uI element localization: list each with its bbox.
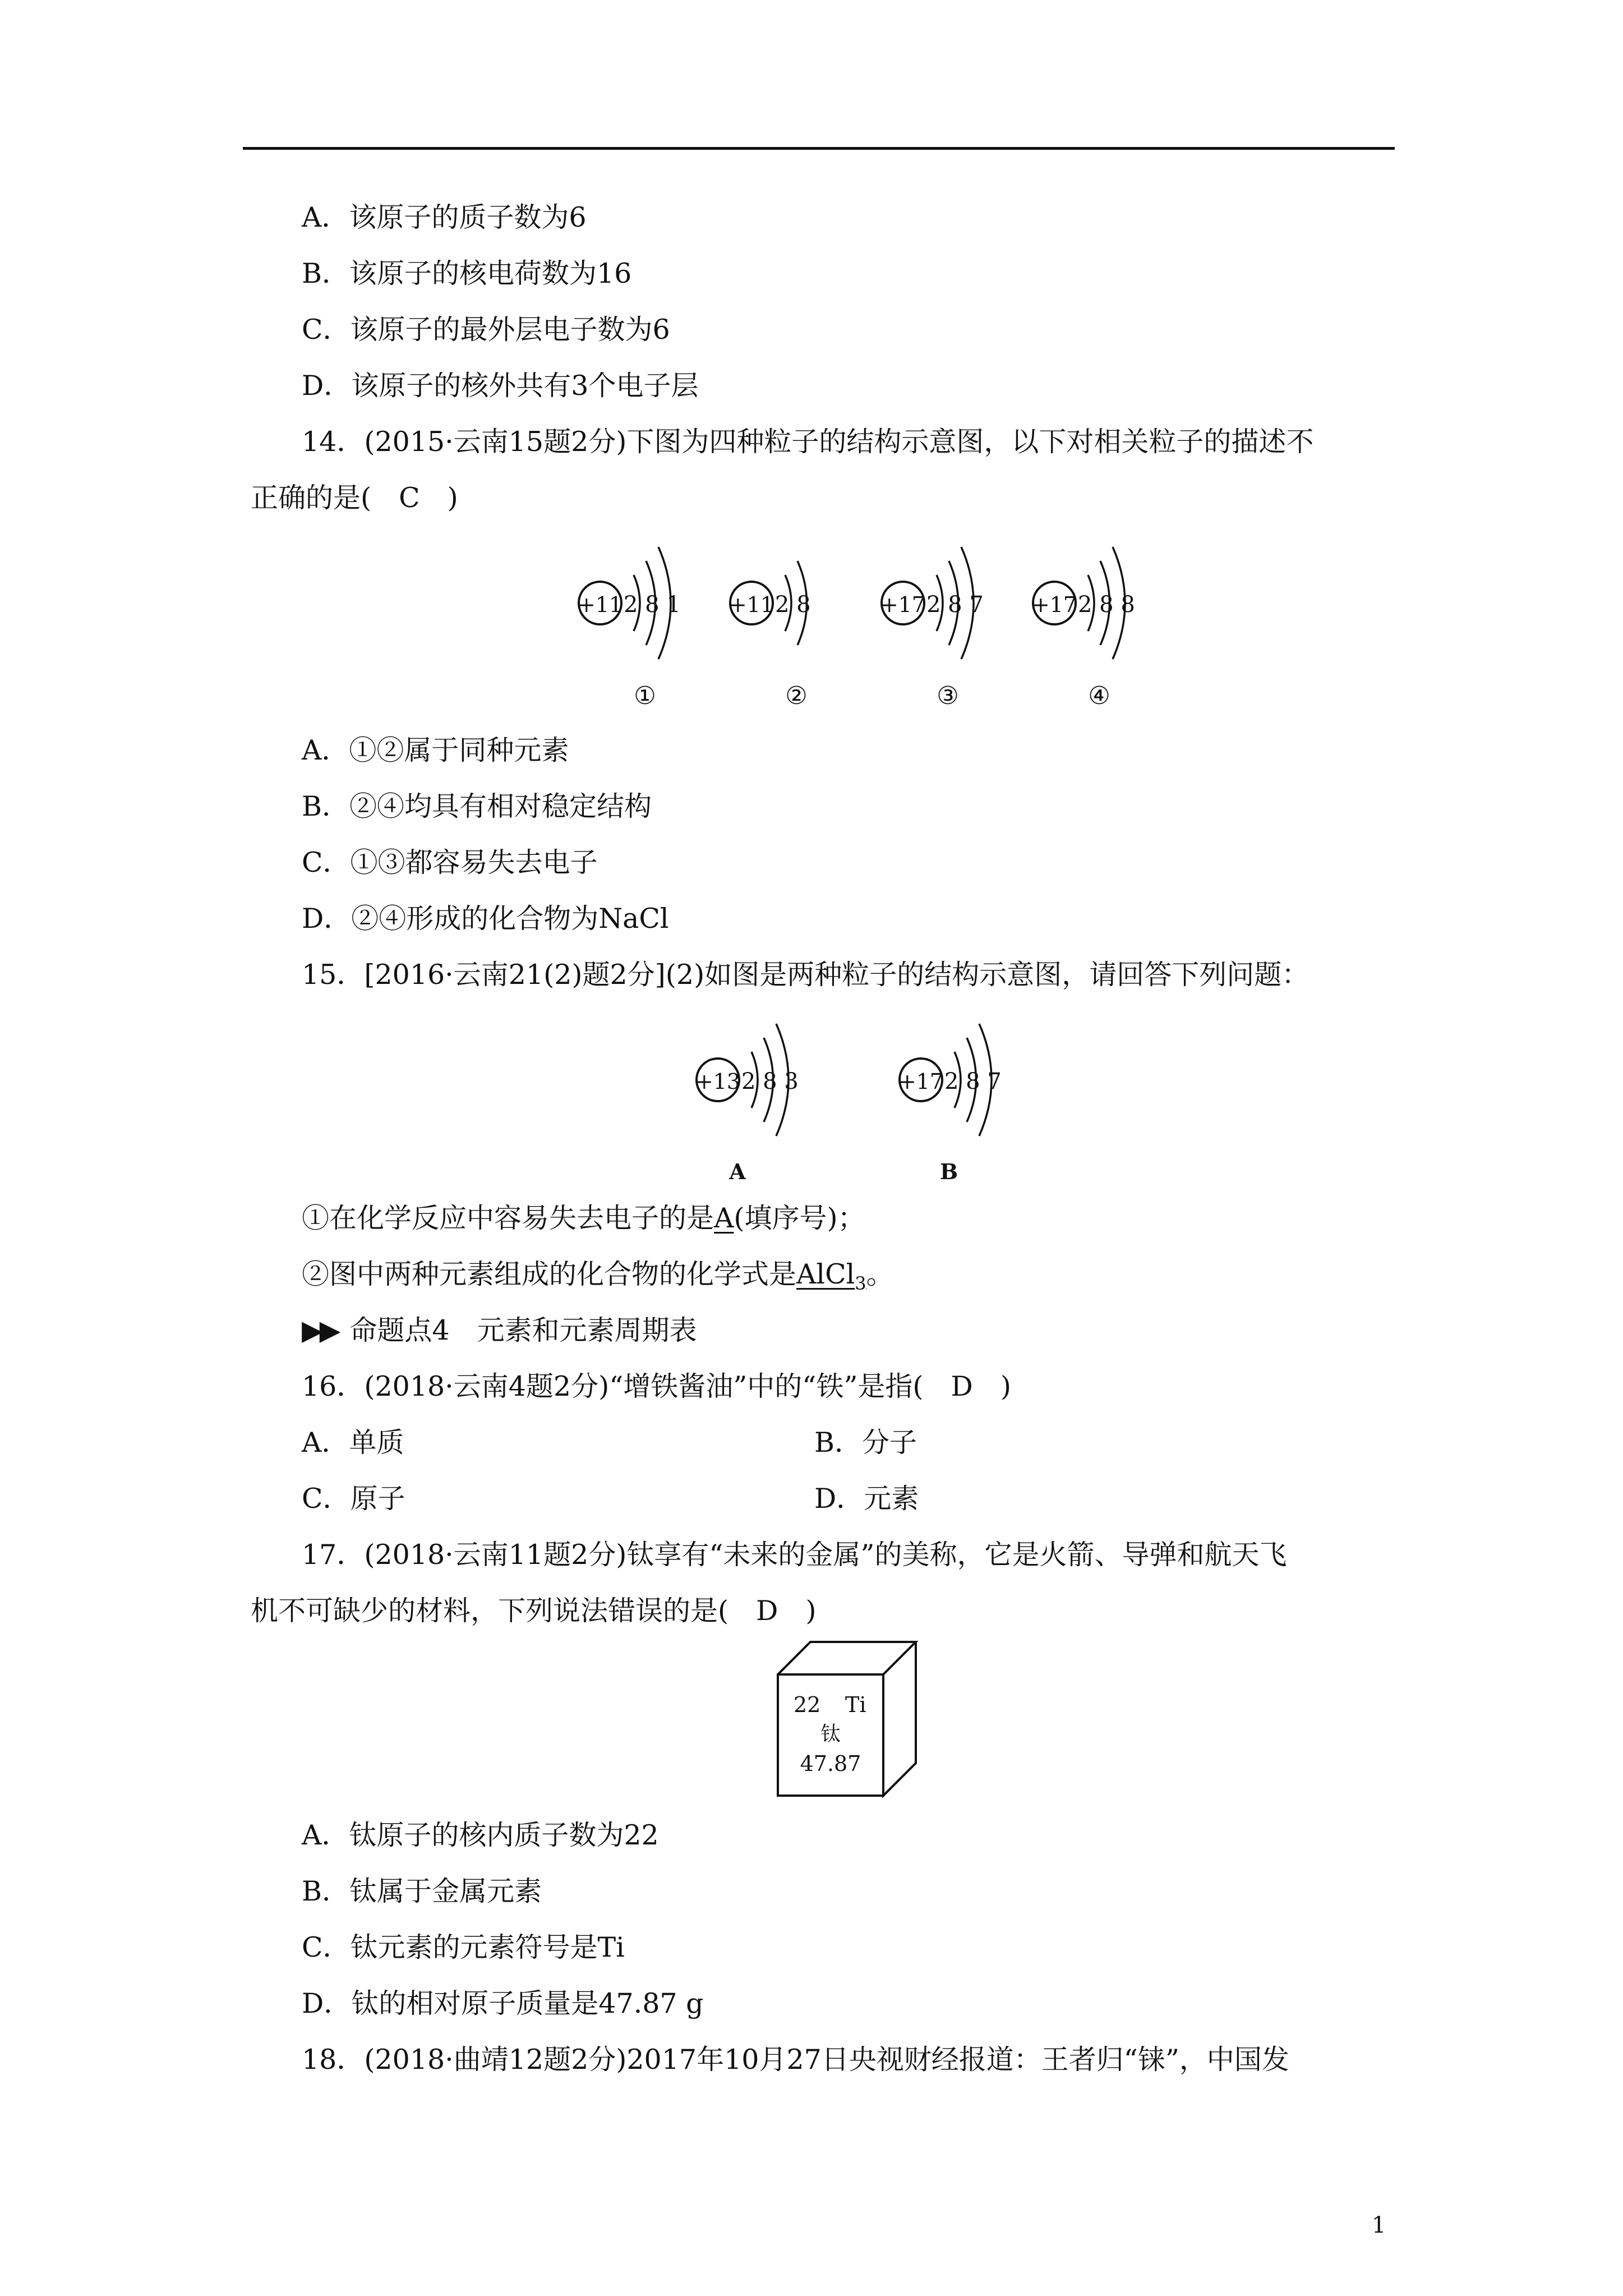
q15-label-a: A [729,1159,746,1184]
q16-option-b: B．分子 [814,1427,917,1458]
q15-sub1-answer: A [714,1202,734,1234]
q17-option-a: A．钛原子的核内质子数为22 [302,1819,659,1851]
q14-structure-diagrams [561,533,1166,718]
q14-stem-line1: 14．(2015·云南15题2分)下图为四种粒子的结构示意图，以下对相关粒子的描述不 [302,426,1314,458]
page-number: 1 [1372,2212,1386,2238]
q17-option-c: C．钛元素的元素符号是Ti [302,1931,625,1963]
q14-particle-3 [880,547,984,710]
double-arrow-icon: ▶▶ [302,1314,338,1346]
q16-option-d: D．元素 [814,1483,919,1515]
q14-label-1: ① [634,682,656,710]
q14-label-3: ③ [937,682,959,710]
q15-sub2: ②图中两种元素组成的化合物的化学式是AlCl$_3$。 [302,1258,894,1294]
q14-nucleus-3: +17 [880,592,926,617]
q14-option-b: B．②④均具有相对稳定结构 [302,790,652,822]
q18-stem-line1: 18．(2018·曲靖12题2分)2017年10月27日央视财经报道：王者归“铼”，中国发 [302,2044,1289,2076]
section-heading [302,1314,697,1347]
q15-nucleus-b: +17 [898,1069,944,1094]
q15-stem: 15．[2016·云南21(2)题2分](2)如图是两种粒子的结构示意图，请回答下列问题： [302,959,1310,991]
q13-option-c: C．该原子的最外层电子数为6 [302,314,670,346]
q15-particle-a [695,1024,799,1184]
q14-particle-1 [578,547,681,710]
q15-label-b: B [939,1159,958,1184]
q17-option-b: B．钛属于金属元素 [302,1875,542,1907]
cell-element-name: 钛 [820,1723,841,1746]
cell-atomic-mass: 47.87 [800,1751,861,1776]
q15-shells-a: 2 8 3 [741,1069,799,1094]
q14-label-4: ④ [1088,682,1110,710]
q15-structure-diagrams [662,1010,1066,1195]
q15-nucleus-a: +13 [695,1069,741,1094]
q14-nucleus-4: +17 [1031,592,1077,617]
q17-option-d: D．钛的相对原子质量是47.87 g [302,1987,704,2019]
q13-option-a: A．该原子的质子数为6 [302,201,587,233]
q15-shells-b: 2 8 7 [944,1069,1002,1094]
q16-option-a: A．单质 [302,1427,404,1458]
q16-stem: 16．(2018·云南4题2分)“增铁酱油”中的“铁”是指( D ) [302,1370,1011,1402]
q14-label-2: ② [785,682,808,710]
q15-sub2-answer: AlCl$_3$ [796,1258,866,1294]
q15-particle-b [898,1024,1002,1184]
header-rule [243,147,1395,150]
q13-option-b: B．该原子的核电荷数为16 [302,257,632,289]
q14-shells-3: 2 8 7 [926,592,984,618]
q17-stem-line2: 机不可缺少的材料，下列说法错误的是( D ) [251,1595,817,1627]
q14-option-a: A．①②属于同种元素 [302,734,569,766]
section-title: 命题点4 元素和元素周期表 [349,1314,697,1346]
q14-nucleus-2: +11 [728,592,774,617]
q14-option-d: D．②④形成的化合物为NaCl [302,903,669,935]
q14-particle-2 [729,561,811,710]
q17-stem-line1: 17．(2018·云南11题2分)钛享有“未来的金属”的美称，它是火箭、导弹和航天飞 [302,1539,1287,1571]
q14-particle-4 [1032,547,1135,710]
q14-shells-2: 2 8 [775,592,811,618]
cell-atomic-number: 22 [794,1692,821,1717]
q16-option-c: C．原子 [302,1483,405,1515]
q13-option-d: D．该原子的核外共有3个电子层 [302,370,699,402]
q14-nucleus-1: +11 [577,592,623,617]
q14-shells-1: 2 8 1 [624,592,681,618]
periodic-cell-titanium [777,1641,923,1798]
q14-stem-line2: 正确的是( C ) [251,482,458,514]
q14-shells-4: 2 8 8 [1078,592,1135,618]
cell-symbol: Ti [845,1692,866,1717]
q14-option-c: C．①③都容易失去电子 [302,846,598,878]
q15-sub1: ①在化学反应中容易失去电子的是A(填序号)； [302,1202,865,1234]
